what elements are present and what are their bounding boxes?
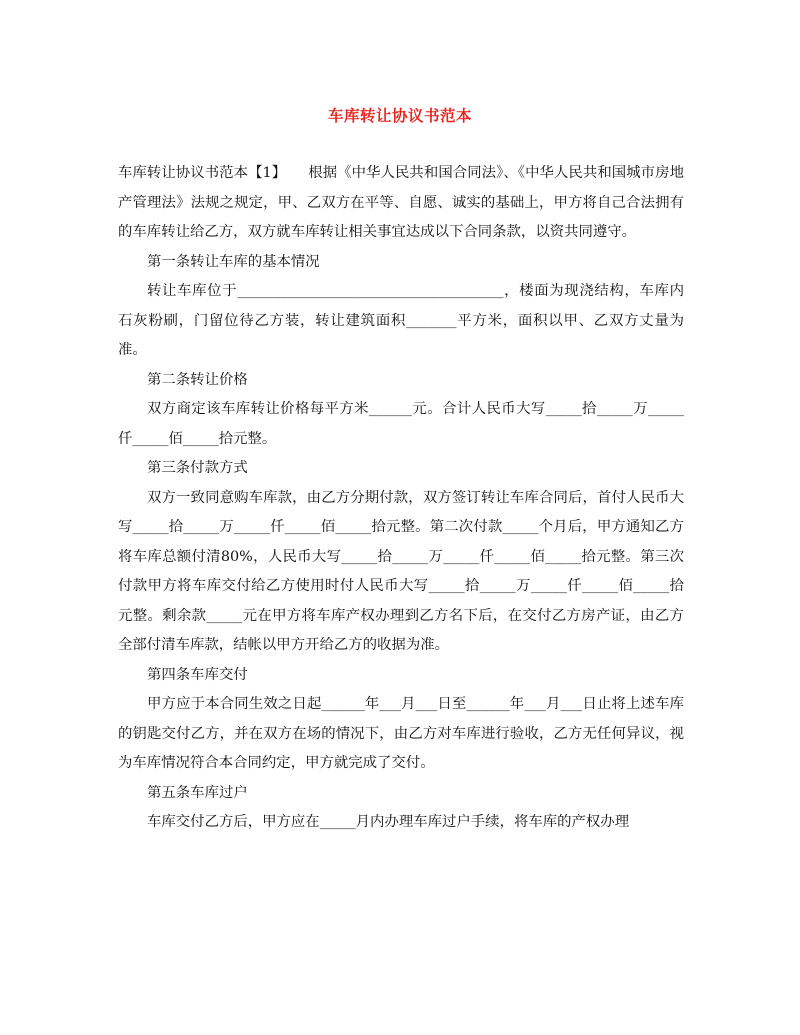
intro-label: 车库转让协议书范本【1】 xyxy=(118,165,287,181)
section-3-heading: 第三条付款方式 xyxy=(147,460,248,476)
intro-text: 根据《中华人民共和国合同法》、《中华人民共和国城市房地产管理法》法规之规定，甲、乙双方在平等、自愿、诚实的基础上，甲方将自己合法拥有的车库转让给乙方，双方就车库转让相关事宜达成以下合同条款，以资共同遵守。 xyxy=(118,165,684,240)
section-2-heading: 第二条转让价格 xyxy=(147,371,248,388)
intro-paragraph xyxy=(118,159,684,248)
section-4-body: 甲方应于本合同生效之日起______年___月___日至______年___月___日止将上述车库的钥匙交付乙方，并在双方在场的情况下，由乙方对车库进行验收，乙方无任何异议，视为车库情况符合本合同约定，甲方就完成了交付。 xyxy=(118,696,684,771)
document-title: 车库转让协议书范本 xyxy=(327,106,472,125)
section-1-heading: 第一条转让车库的基本情况 xyxy=(147,253,320,270)
section-5-body: 车库交付乙方后，甲方应在_____月内办理车库过户手续，将车库的产权办理 xyxy=(147,814,630,830)
section-2-body: 双方商定该车库转让价格每平方米______元。合计人民币大写_____拾_____万_____仟_____佰_____拾元整。 xyxy=(118,401,684,447)
section-4-heading: 第四条车库交付 xyxy=(147,666,248,683)
section-1-body: 转让车库位于_____________________________________，楼面为现浇结构，车库内石灰粉刷，门留位待乙方装，转让建筑面积_______平方米，面积以甲、乙双方丈量为准。 xyxy=(118,283,684,358)
section-5-heading: 第五条车库过户 xyxy=(147,784,248,801)
section-3-body: 双方一致同意购车库款，由乙方分期付款，双方签订转让车库合同后，首付人民币大写_____拾_____万_____仟_____佰_____拾元整。第二次付款_____个月后，甲方通知乙方将车库总额付清80%，人民币大写_____拾_____万_____仟_____佰_____拾元整。第三次付款甲方将车库交付给乙方使用时付人民币大写_____拾_____万_____仟_____佰_____拾元整。剩余款_____元在甲方将车库产权办理到乙方名下后，在交付乙方房产证，由乙方全部付清车库款，结帐以甲方开给乙方的收据为准。 xyxy=(118,489,684,653)
document-body xyxy=(118,159,684,838)
